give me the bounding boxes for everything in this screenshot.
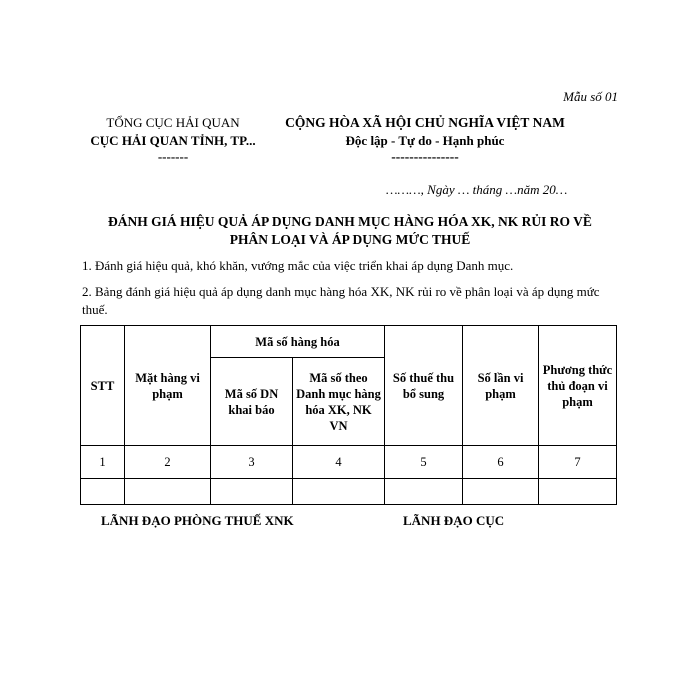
- evaluation-table: [80, 325, 617, 505]
- national-header: [280, 114, 570, 164]
- national-motto: Độc lập - Tự do - Hạnh phúc: [345, 133, 505, 148]
- column-number: 5: [385, 446, 463, 479]
- empty-cell[interactable]: [539, 479, 617, 505]
- agency-name: TỔNG CỤC HẢI QUAN: [106, 115, 240, 130]
- document-title: [60, 213, 640, 249]
- signature-department-head: LÃNH ĐẠO CỤC: [403, 513, 505, 528]
- paragraph-1: 1. Đánh giá hiệu quả, khó khăn, vướng mắc của việc triển khai áp dụng Danh mục.: [82, 258, 514, 273]
- header-hs-declared: Mã số DN khai báo: [211, 358, 293, 446]
- title-line-1: ĐÁNH GIÁ HIỆU QUẢ ÁP DỤNG DANH MỤC HÀNG HÓA XK, NK RỦI RO VỀ: [108, 214, 592, 229]
- signature-tax-office-head: LÃNH ĐẠO PHÒNG THUẾ XNK: [101, 513, 294, 528]
- nation-name: CỘNG HÒA XÃ HỘI CHỦ NGHĨA VIỆT NAM: [285, 115, 565, 130]
- issuing-agency-header: [78, 114, 268, 164]
- column-number: 6: [463, 446, 539, 479]
- title-line-2: PHÂN LOẠI VÀ ÁP DỤNG MỨC THUẾ: [229, 232, 471, 247]
- left-divider: -------: [157, 149, 189, 164]
- header-violation-count: Số lần vi phạm: [463, 326, 539, 446]
- header-additional-tax: Số thuế thu bổ sung: [385, 326, 463, 446]
- column-number: 7: [539, 446, 617, 479]
- department-name: CỤC HẢI QUAN TỈNH, TP...: [90, 133, 256, 148]
- header-stt: STT: [81, 326, 125, 446]
- column-number: 2: [125, 446, 211, 479]
- empty-cell[interactable]: [463, 479, 539, 505]
- date-line: ………, Ngày … tháng …năm 20…: [386, 182, 568, 197]
- form-number: Mẫu số 01: [563, 89, 618, 104]
- empty-cell[interactable]: [81, 479, 125, 505]
- empty-cell[interactable]: [211, 479, 293, 505]
- right-divider: ---------------: [391, 149, 459, 164]
- header-violation-method: Phương thức thủ đoạn vi phạm: [539, 326, 617, 446]
- header-hs-list: Mã số theo Danh mục hàng hóa XK, NK VN: [293, 358, 385, 446]
- column-number: 4: [293, 446, 385, 479]
- column-number: 1: [81, 446, 125, 479]
- column-number-row: [81, 446, 617, 479]
- header-goods: Mặt hàng vi phạm: [125, 326, 211, 446]
- empty-cell[interactable]: [125, 479, 211, 505]
- column-number: 3: [211, 446, 293, 479]
- empty-data-row: [81, 479, 617, 505]
- empty-cell[interactable]: [293, 479, 385, 505]
- header-hs-code-group: Mã số hàng hóa: [211, 326, 385, 358]
- empty-cell[interactable]: [385, 479, 463, 505]
- paragraph-2: 2. Bảng đánh giá hiệu quả áp dụng danh mục hàng hóa XK, NK rủi ro về phân loại và áp dụng mức thuế.: [82, 284, 600, 317]
